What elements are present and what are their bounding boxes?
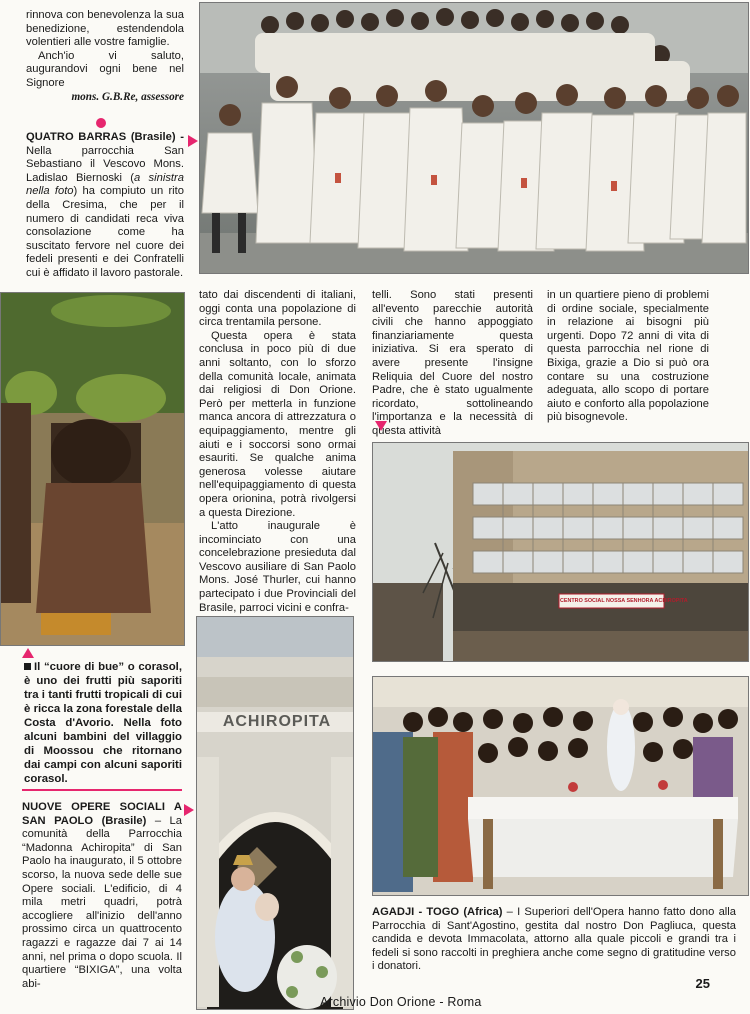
nuove-opere-heading-tail: (Brasile) xyxy=(93,814,147,827)
social-center-building-photo xyxy=(372,442,749,662)
church-sign: ACHIROPITA xyxy=(222,713,332,730)
agadji-heading: AGADJI - TOGO (Africa) xyxy=(372,906,503,918)
nuove-opere-article xyxy=(22,801,182,991)
archive-watermark: Archivio Don Orione - Roma xyxy=(320,995,482,1009)
nuove-opere-body: – La comunità della Parrocchia “Madonna Achiropita” di San Paolo ha inaugurato, il 5 ottobre scorso, la nuova sede delle sue Opere sociali. L'edificio, di 4 mila metri quadri, potrà accogliere all'inizio dell'anno prossimo circa un quattrocento ragazzi e ragazze dai 7 ai 14 anni, nel prima o dopo scuola. Il quartiere “BIXIGA”, una volta abi- xyxy=(22,814,182,990)
confirmation-group-photo xyxy=(199,2,749,274)
caption-bullet-icon xyxy=(24,663,31,670)
gathering-illustration xyxy=(373,677,748,895)
col4-paragraph-1: in un quartiere pieno di problemi di ordine sociale, specialmente in relazione ai bisogni più urgenti. Dopo 72 anni di vita di questa parrocchia nel rione di Bixiga, grazie a Dio si può ora contare su una costruzione adeguata, allo scopo di portare aiuto e conforto alla popolazione più bisognevole. xyxy=(547,289,709,424)
quatro-barras-heading: QUATRO BARRAS (Brasile) - xyxy=(26,131,184,143)
intro-paragraph-1: rinnova con benevolenza la sua benedizione, estendendola volentieri alle vostre famiglie. xyxy=(26,9,184,49)
confirmation-group-illustration xyxy=(200,3,748,273)
signature: mons. G.B.Re, assessore xyxy=(71,90,184,103)
quatro-barras-body-b: ) ha compiuto un rito della Cresima, che per il numero di candidati reca viva consolazione come ha suscitato fervore nel cuore dei fedeli presenti e dei Confratelli cui è affidato il lavoro pastorale. xyxy=(26,185,185,279)
col3-paragraph-1: telli. Sono stati presenti all'evento parecchie autorità civili che hanno appoggiato finanziariamente questa iniziativa. Si era sperato di avere presente l'insigne Reliquia del Cuore del nostro Padre, che è stato ugualmente ricordato, sottolineando l'importanza e la necessità di questa attività xyxy=(372,289,533,437)
column-3-text xyxy=(372,289,533,439)
col2-paragraph-3: L'atto inaugurale è incominciato con una concelebrazione presieduta dal Vescovo ausiliare di San Paolo Mons. José Thurler, cui hanno partecipato i due Provinciali del Brasile, parroci vicini e confra- xyxy=(199,520,356,614)
pointer-right-icon xyxy=(184,804,194,816)
corasol-caption-text: Il “cuore di bue” o corasol, è uno dei frutti più saporiti tra i tanti frutti tropicali di cui è ricca la zona forestale della Costa d'Avorio. Nella foto alcuni bambini del villaggio di Moossou che ritornano dai campi con alcuni saporiti corasol. xyxy=(24,661,182,785)
column-4-text xyxy=(547,289,709,425)
divider-line xyxy=(22,789,182,791)
quatro-barras-article xyxy=(26,131,184,281)
column-2-text xyxy=(199,289,356,615)
corasol-illustration xyxy=(1,293,184,645)
intro-paragraph-2: Anch'io vi saluto, augurandovi ogni bene nel Signore xyxy=(26,49,184,89)
immacolata-gathering-photo xyxy=(372,676,749,896)
intro-text xyxy=(26,9,184,104)
page-number: 25 xyxy=(695,976,710,991)
pointer-up-icon xyxy=(22,648,34,658)
building-banner: CENTRO SOCIAL NOSSA SENHORA ACHIROPITA xyxy=(560,598,688,604)
building-illustration xyxy=(373,443,748,661)
nuove-opere-heading: NUOVE OPERE SOCIALI A SAN PAOLO xyxy=(22,801,182,827)
col2-paragraph-2: Questa opera è stata conclusa in poco più di due anni soltanto, con lo sforzo della comunità locale, animata dai religiosi di Don Orione. Però per metterla in funzione manca ancora di attrezzatura o equipaggiamento, mentre gli aiuti e i soccorsi sono ormai esauriti. Se qualche anima generosa volesse aiutare nell'equipaggiamento di questa opera orionina, potrà rivolgersi a questa Direzione. xyxy=(199,329,356,519)
pointer-right-icon xyxy=(188,135,198,147)
pointer-down-icon xyxy=(375,421,387,431)
quatro-barras-body-italic: a sinistra nella foto xyxy=(26,171,184,198)
agadji-article xyxy=(372,906,736,974)
agadji-body: – I Superiori dell'Opera hanno fatto dono alla Parrocchia di Sant'Agostino, gestita dal nostro Don Pagliuca, questa candida e devota Immacolata, attorno alla quale piccoli e grandi tra i fedeli si sono raccolti in preghiera anche come segno di gratitudine verso i donatori. xyxy=(372,906,736,973)
section-dot xyxy=(96,118,106,128)
corasol-caption xyxy=(24,660,182,786)
achiropita-church-photo xyxy=(196,616,354,1010)
church-illustration xyxy=(197,617,353,1009)
corasol-children-photo xyxy=(0,292,185,646)
quatro-barras-body-a: Nella parrocchia San Sebastiano il Vescovo Mons. Ladislao Biernoski ( xyxy=(26,144,184,184)
col2-paragraph-1: tato dai discendenti di italiani, oggi conta una popolazione di circa trentamila persone. xyxy=(199,289,356,329)
